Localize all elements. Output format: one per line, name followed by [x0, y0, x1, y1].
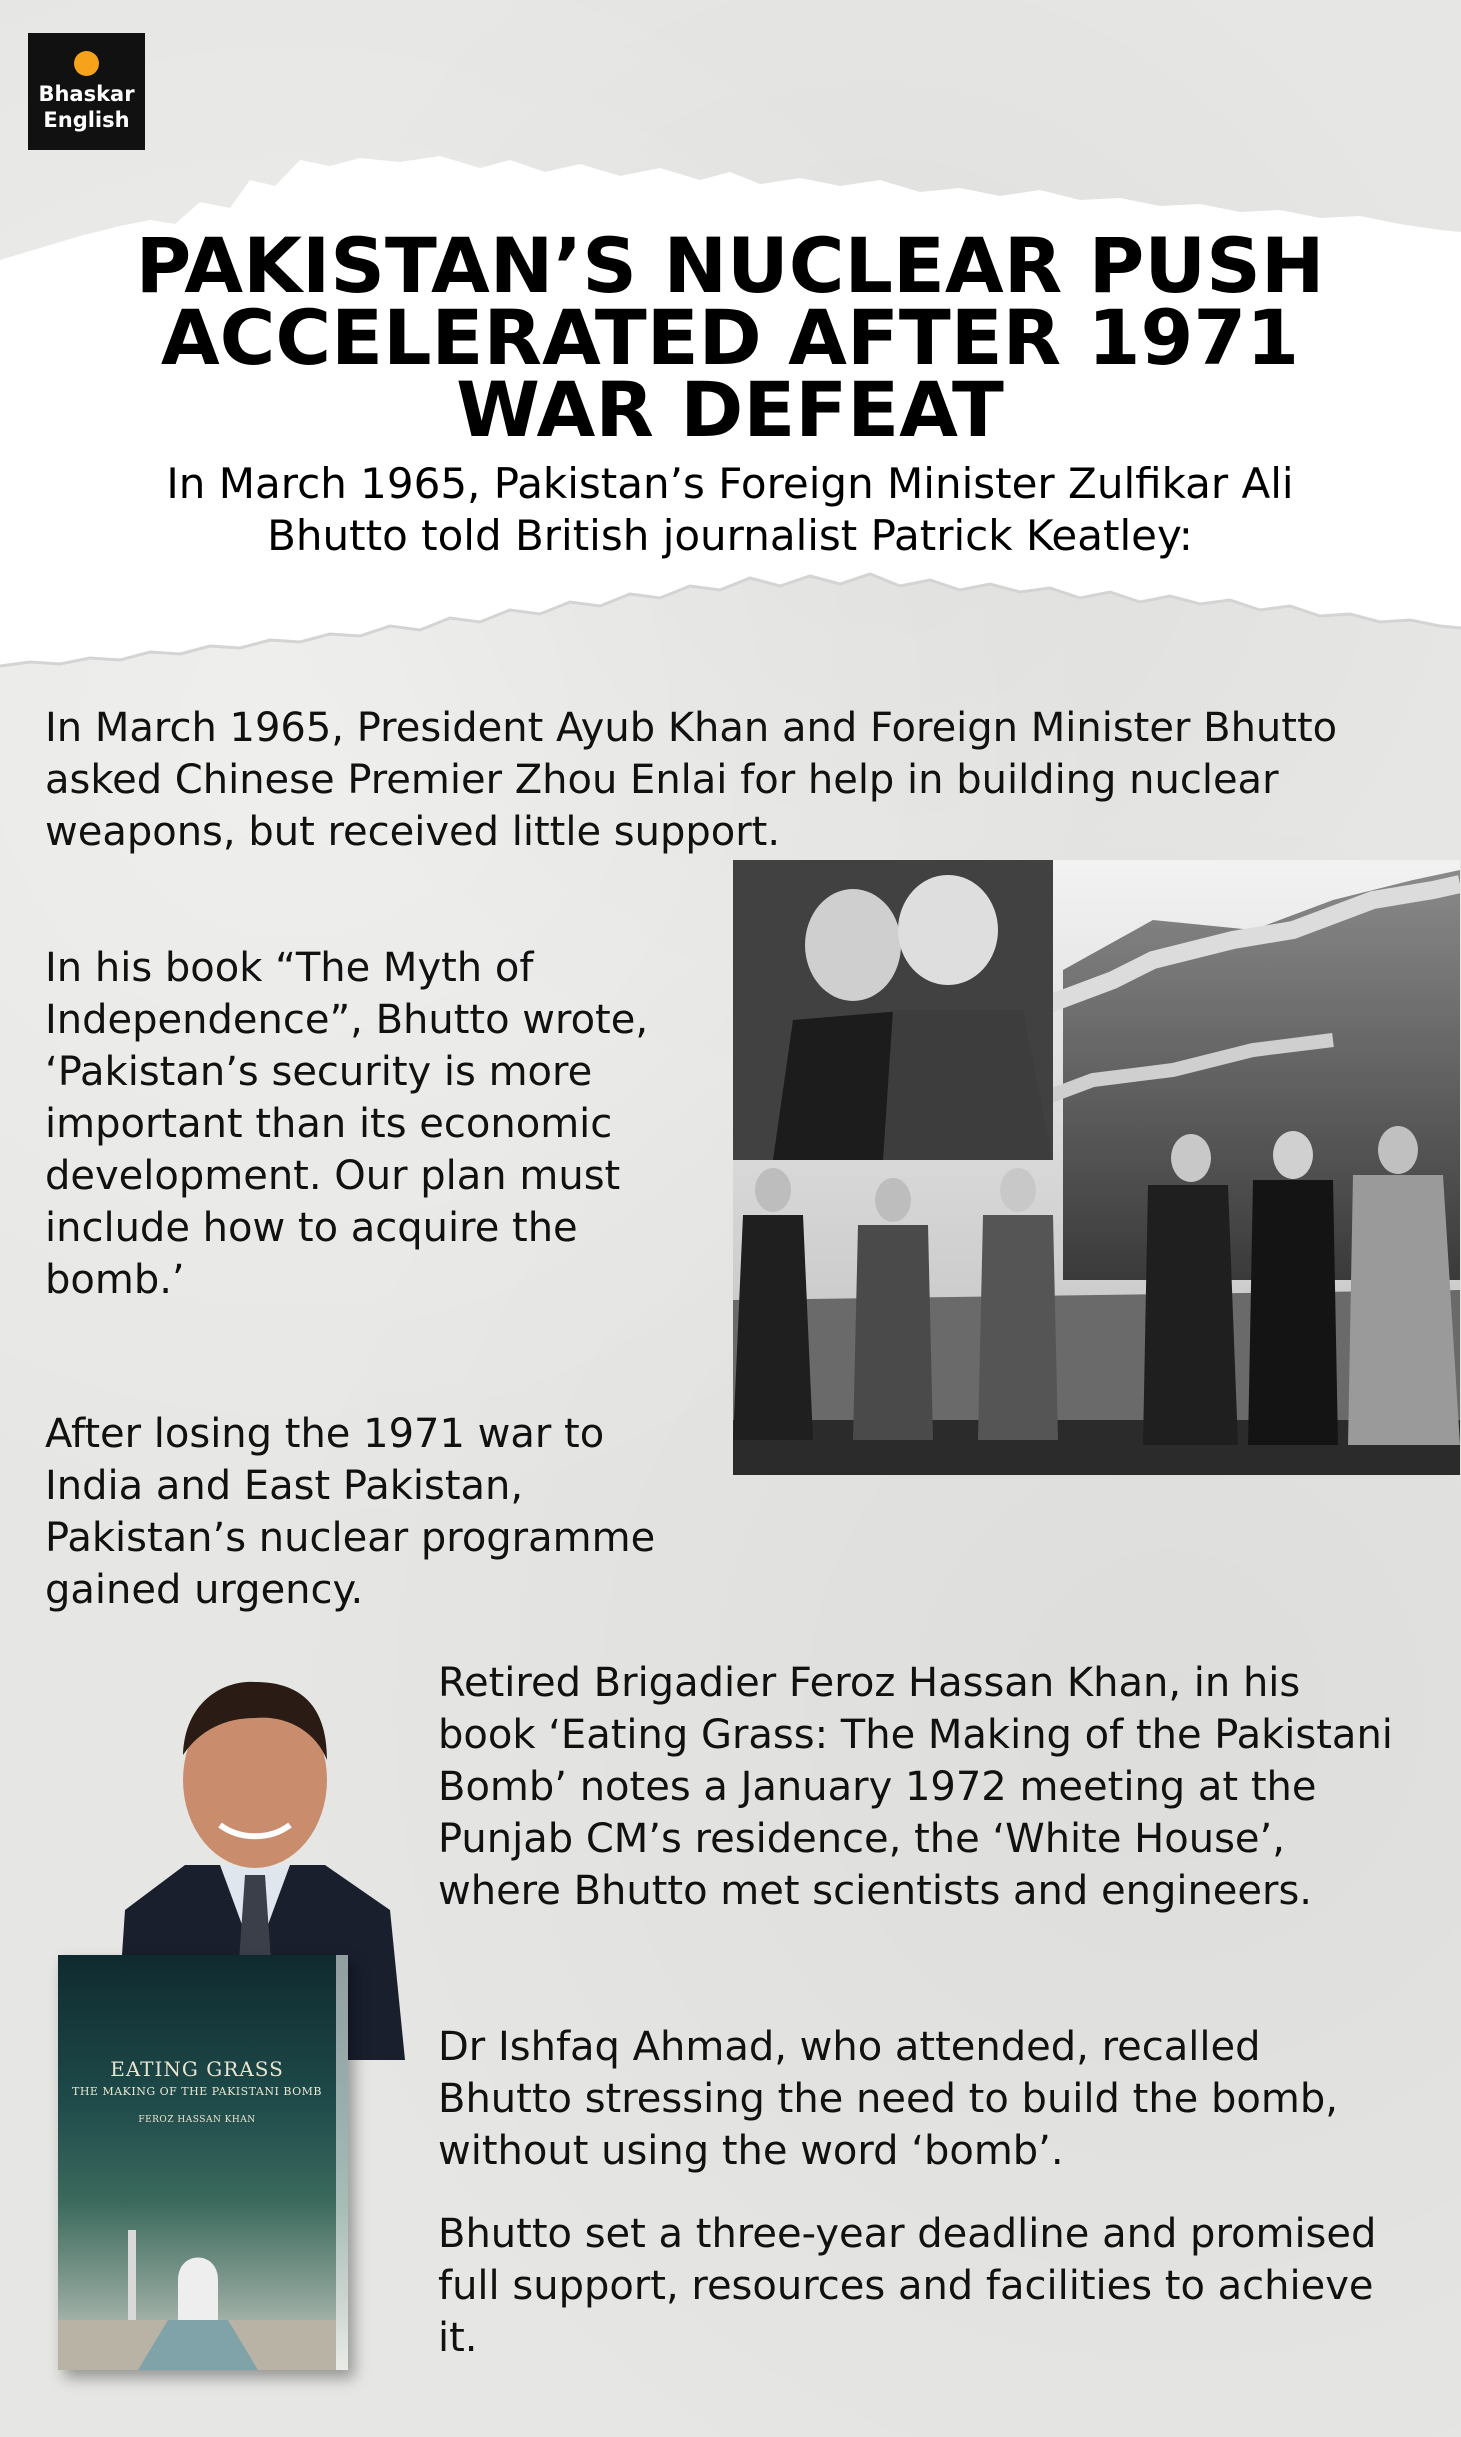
- book-spine: [336, 1955, 348, 2370]
- paragraph-china-request: In March 1965, President Ayub Khan and Foreign Minister Bhutto asked Chinese Premier Zhou Enlai for help in building nuclear weapons, but received little support.: [45, 705, 1338, 855]
- paragraph-1971-war: After losing the 1971 war to India and East Pakistan, Pakistan’s nuclear programme gained urgency.: [45, 1411, 656, 1613]
- eating-grass-book-cover: [58, 1955, 348, 2370]
- sun-dot-icon: [74, 51, 99, 76]
- paragraph-eating-grass: Retired Brigadier Feroz Hassan Khan, in his book ‘Eating Grass: The Making of the Pakistani Bomb’ notes a January 1972 meeting at the Punjab CM’s residence, the ‘White House’, where Bhutto met scientists and engineers.: [438, 1660, 1393, 1914]
- book-title: EATING GRASS: [110, 2057, 284, 2081]
- logo-line-1: Bhaskar: [38, 82, 135, 106]
- logo-line-2: English: [43, 108, 130, 132]
- monument-illustration: [58, 2200, 336, 2370]
- book-subtitle: THE MAKING OF THE PAKISTANI BOMB: [72, 2085, 322, 2098]
- page-title: PAKISTAN’S NUCLEAR PUSH ACCELERATED AFTER 1971 WAR DEFEAT: [135, 221, 1325, 454]
- paragraph-three-year-deadline: Bhutto set a three-year deadline and promised full support, resources and facilities to achieve it.: [438, 2211, 1377, 2361]
- paragraph-ishfaq-ahmad: Dr Ishfaq Ahmad, who attended, recalled Bhutto stressing the need to build the bomb, without using the word ‘bomb’.: [438, 2024, 1338, 2174]
- historical-photo-collage: [733, 860, 1460, 1475]
- paragraph-myth-of-independence: In his book “The Myth of Independence”, Bhutto wrote, ‘Pakistan’s security is more important than its economic development. Our plan must include how to acquire the bomb.’: [45, 945, 649, 1303]
- logo-text: [28, 81, 145, 133]
- bhaskar-english-logo[interactable]: [28, 33, 145, 150]
- page-subtitle: In March 1965, Pakistan’s Foreign Minister Zulfikar Ali Bhutto told British journalist Patrick Keatley:: [166, 459, 1294, 560]
- book-author: FEROZ HASSAN KHAN: [138, 2115, 256, 2125]
